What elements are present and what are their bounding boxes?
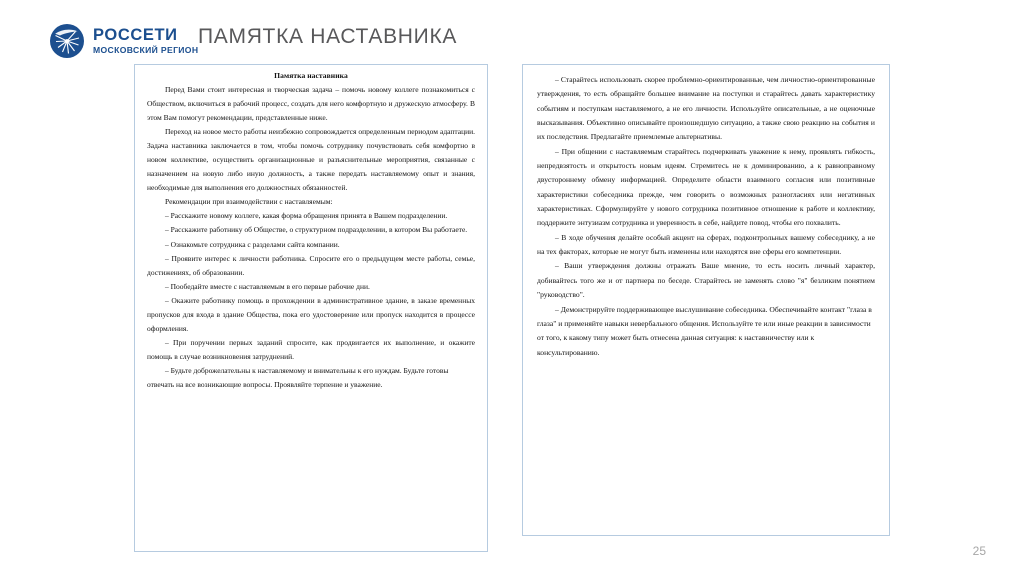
left-document-panel — [134, 64, 488, 552]
page-number: 25 — [972, 544, 986, 558]
document-paragraph: – Расскажите работнику об Обществе, о структурном подразделении, в котором Вы работаете. — [165, 225, 468, 235]
document-paragraph: – Расскажите новому коллеге, какая форма обращения принята в Вашем подразделении. — [165, 211, 448, 221]
rosseti-logo-wordmark — [93, 27, 198, 55]
document-paragraph: – Ознакомьте сотрудника с разделами сайта компании. — [165, 239, 340, 249]
logo-word-main: РОССЕТИ — [93, 25, 178, 44]
document-paragraph: – Старайтесь использовать скорее проблемно-ориентированные, чем личностно-ориентированные утверждения, то есть обращайте большее внимание на поступки и старайтесь давать характеристику событиям и поступкам наставляемого, а не его личности. Используйте описательные, а не оценочные высказывания. Объективно описывайте произошедшую ситуацию, а также свою реакцию на события и их последствия. Предлагайте приемлемые альтернативы. — [537, 75, 875, 142]
document-paragraph: – При общении с наставляемым старайтесь подчеркивать уважение к нему, проявлять гибкость, непредвзятость и открытость новым идеям. Стремитесь не к доминированию, а к равноправному двустороннему обмену информацией. Определите области взаимного согласия или позитивные характеристики собеседника прежде, чем говорить о возможных разногласиях или негативных характеристиках. Сформулируйте у нового сотрудника позитивное отношение к работе и коллективу, поддержите энтузиазм сотрудника и уверенность в себе, найдите повод, чтобы его похвалить. — [537, 146, 875, 228]
document-paragraph: Перед Вами стоит интересная и творческая задача – помочь новому коллеге познакомиться с Обществом, включиться в рабочий процесс, создать для него комфортную и дружескую атмосферу. В этом Вам помогут рекомендации, представленные ниже. — [147, 85, 475, 123]
document-paragraph: – Окажите работнику помощь в прохождении в административное здание, в заказе временных пропусков для входа в здание Общества, пока его удостоверение или пропуск находится в процессе оформления. — [147, 295, 475, 333]
document-paragraph: Переход на новое место работы неизбежно сопровождается определенным периодом адаптации. Задача наставника заключается в том, чтобы помочь сотруднику почувствовать себя комфортно в новом коллективе, осуществить организационные и разъяснительные мероприятия, связанные с назначением на новую либо иную должность, а также передать наставляемому опыт и знания, необходимые для выполнения его должностных обязанностей. — [147, 127, 475, 193]
document-paragraph: – Будьте доброжелательны к наставляемому и внимательны к его нуждам. Будьте готовы отвечать на все возникающие вопросы. Проявляйте терпение и уважение. — [147, 365, 449, 389]
document-paragraph: – Демонстрируйте поддерживающее выслушивание собеседника. Обеспечивайте контакт "глаза в глаза" и применяйте навыки невербального общения. Используйте те или иные реакции в зависимости от того, к какому типу может быть отнесена данная ситуация: к наставничеству или к консультированию. — [537, 304, 872, 357]
logo-word-sub: МОСКОВСКИЙ РЕГИОН — [93, 45, 199, 56]
right-document-panel — [522, 64, 890, 536]
document-paragraph: – Пообедайте вместе с наставляемым в его первые рабочие дни. — [165, 281, 370, 291]
document-paragraph: – При поручении первых заданий спросите, как продвигается их выполнение, и окажите помощь в случае возникновения затруднений. — [147, 337, 475, 361]
rosseti-emblem-icon — [48, 22, 86, 60]
document-paragraph: – Ваши утверждения должны отражать Ваше мнение, то есть носить личный характер, добивайтесь того же и от партнера по беседе. Старайтесь не заменять слово "я" безликим понятием "руководство". — [537, 261, 875, 300]
rosseti-logo — [48, 22, 198, 60]
document-heading: Памятка наставника — [274, 71, 348, 80]
document-paragraph: – В ходе обучения делайте особый акцент на сферах, подконтрольных вашему собеседнику, а не на тех факторах, которые не могут быть изменены или находятся вне сферы его компетенции. — [537, 232, 875, 257]
page-title: ПАМЯТКА НАСТАВНИКА — [198, 25, 458, 48]
document-paragraph: Рекомендации при взаимодействии с наставляемым: — [165, 197, 333, 207]
document-paragraph: – Проявите интерес к личности работника. Спросите его о предыдущем месте работы, семье, достижениях, об образовании. — [147, 253, 475, 277]
slide-header — [0, 0, 1024, 62]
